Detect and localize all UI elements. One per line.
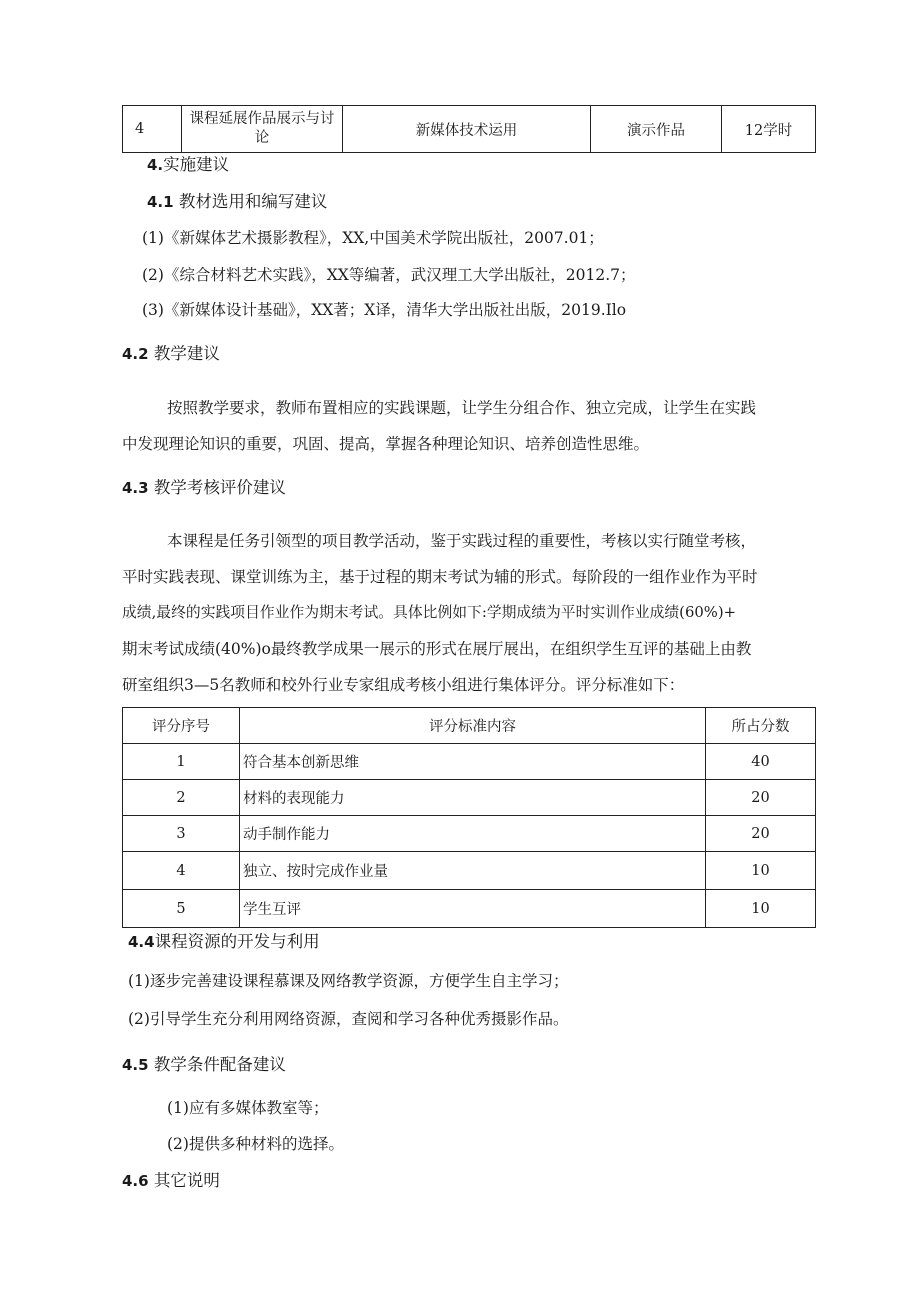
score-index: 5 [123,890,240,928]
header-index: 评分序号 [123,708,240,744]
condition-item-1: (1)应有多媒体教室等； [167,1099,329,1117]
schedule-table [122,105,816,153]
topic-line-2: 论 [254,130,270,146]
score-criteria: 动手制作能力 [240,816,706,852]
score-criteria: 学生互评 [240,890,706,928]
topic-line-1: 课程延展作品展示与讨 [189,111,335,127]
header-criteria: 评分标准内容 [240,708,706,744]
condition-item-2: (2)提供多种材料的选择。 [167,1135,344,1153]
table-row [123,744,816,780]
teaching-paragraph-line-1: 按照教学要求，教师布置相应的实践课题，让学生分组合作、独立完成，让学生在实践 [167,399,757,417]
section-4-4-heading: 4.4课程资源的开发与利用 [128,932,320,951]
score-table-header [123,708,816,744]
score-index: 2 [123,780,240,816]
score-value: 10 [706,890,816,928]
table-row [123,890,816,928]
textbook-item-1: (1)《新媒体艺术摄影教程》，XX,中国美术学院出版社，2007.01； [142,229,604,247]
score-value: 10 [706,852,816,890]
row-number: 4 [123,106,182,153]
score-criteria: 符合基本创新思维 [240,744,706,780]
section-4-heading: 4.实施建议 [147,155,230,174]
score-index: 3 [123,816,240,852]
score-value: 40 [706,744,816,780]
section-4-3-heading: 4.3 教学考核评价建议 [122,478,286,497]
score-value: 20 [706,816,816,852]
assessment-paragraph-line-1: 本课程是任务引领型的项目教学活动，鉴于实践过程的重要性，考核以实行随堂考核， [167,532,757,550]
teaching-paragraph-line-2: 中发现理论知识的重要，巩固、提高，掌握各种理论知识、培养创造性思维。 [122,435,650,453]
assessment-paragraph-line-3: 成绩,最终的实践项目作业作为期末考试。具体比例如下:学期成绩为平时实训作业成绩(60%)+ [122,604,737,621]
section-4-6-heading: 4.6 其它说明 [122,1171,220,1190]
resource-item-2: (2)引导学生充分利用网络资源，查阅和学习各种优秀摄影作品。 [128,1010,569,1028]
table-row [123,816,816,852]
score-value: 20 [706,780,816,816]
row-content: 新媒体技术运用 [343,106,591,153]
score-criteria: 独立、按时完成作业量 [240,852,706,890]
section-4-5-heading: 4.5 教学条件配备建议 [122,1055,286,1074]
score-table [122,707,816,928]
header-score: 所占分数 [706,708,816,744]
row-topic [182,106,343,153]
table-row [123,852,816,890]
resource-item-1: (1)逐步完善建设课程慕课及网络教学资源，方便学生自主学习； [128,972,569,990]
score-index: 1 [123,744,240,780]
table-row [123,780,816,816]
section-4-1-heading: 4.1 教材选用和编写建议 [147,192,328,211]
assessment-paragraph-line-4: 期末考试成绩(40%)o最终教学成果一展示的形式在展厅展出，在组织学生互评的基础上由教 [122,640,752,658]
table-row [123,106,816,153]
row-method: 演示作品 [591,106,722,153]
assessment-paragraph-line-2: 平时实践表现、课堂训练为主，基于过程的期末考试为辅的形式。每阶段的一组作业作为平时 [122,568,758,586]
row-hours: 12学时 [722,106,816,153]
textbook-item-2: (2)《综合材料艺术实践》，XX等编著，武汉理工大学出版社，2012.7； [142,266,636,284]
assessment-paragraph-line-5: 研室组织3—5名教师和校外行业专家组成考核小组进行集体评分。评分标准如下： [122,676,685,694]
score-index: 4 [123,852,240,890]
textbook-item-3: (3)《新媒体设计基础》，XX著；X译，清华大学出版社出版，2019.Ilo [142,301,627,319]
score-criteria: 材料的表现能力 [240,780,706,816]
section-4-2-heading: 4.2 教学建议 [122,344,220,363]
